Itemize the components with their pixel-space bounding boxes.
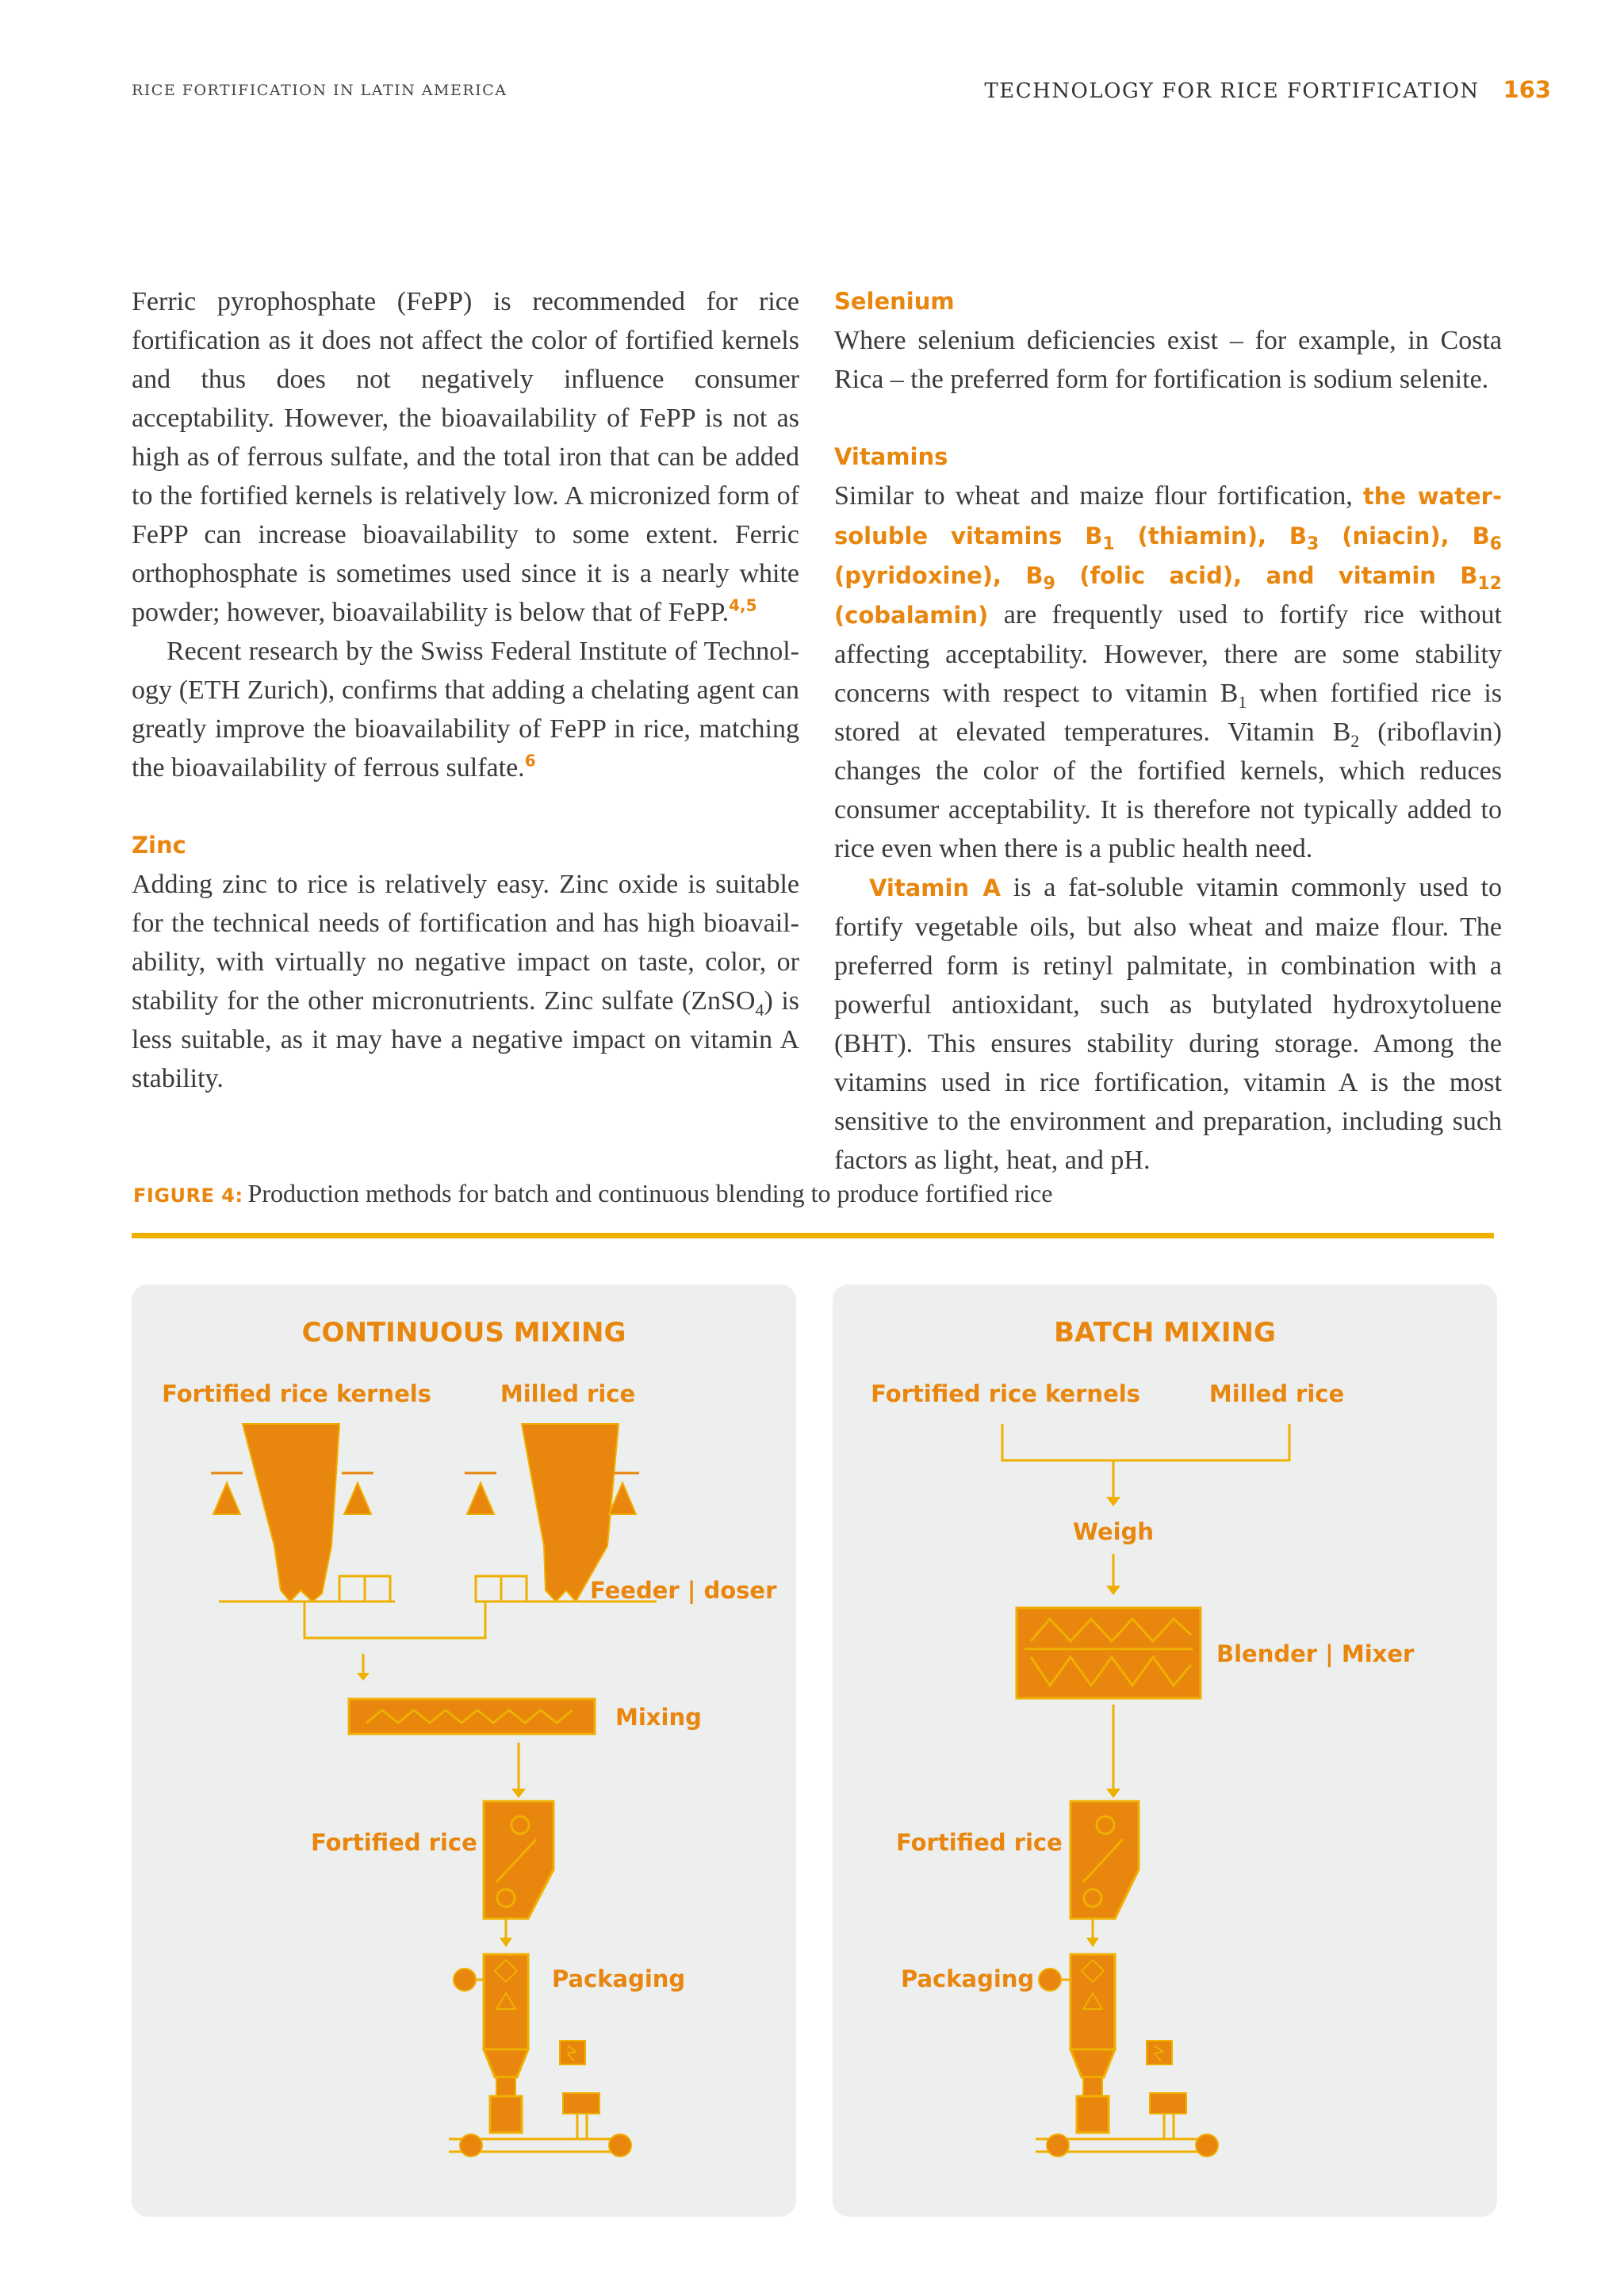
vit-sub-b2: 2: [1350, 730, 1360, 751]
continuous-mixing-diagram: [132, 1284, 796, 2217]
page-number: 163: [1503, 76, 1551, 103]
arrow-to-blender-icon: [1106, 1554, 1120, 1595]
batch-input-milled-rice: Milled rice: [1208, 1380, 1345, 1407]
running-head-left: RICE FORTIFICATION IN LATIN AMERICA: [132, 82, 508, 99]
paragraph-eth-text: Recent research by the Swiss Federal Institute of Technology (ETH Zurich), confirms that adding a chelating agent can greatly improve the bioavailability of FePP in rice, matching the bioavailability of ferrous sulfate.: [132, 637, 799, 783]
running-head-right: [984, 76, 1551, 103]
fortified-rice-label: Fortified rice: [311, 1829, 477, 1856]
paragraph-vitamins: [834, 476, 1502, 868]
blender-mixer-label: Blender | Mixer: [1216, 1640, 1415, 1667]
left-column: [132, 282, 799, 1098]
vitamin-a-text: is a fat-soluble vitamin commonly used to fortify vegetable oils, but also wheat and maize flour. The preferred form is retinyl palmitate, in combination with a powerful antioxidant, such as butylated hydroxytoluene (BHT). This ensures stability during storage. Among the vitamins used in rice fortification, vitamin A is the most sensitive to the environment and preparation, including such factors as light, heat, and pH.: [834, 873, 1502, 1175]
batch-title: BATCH MIXING: [1054, 1317, 1276, 1349]
blender-mixer-icon: [1017, 1608, 1201, 1698]
heading-zinc: Zinc: [132, 832, 186, 859]
arrow-to-mixer-icon: [357, 1654, 370, 1681]
figure-label: FIGURE 4:: [133, 1184, 243, 1207]
batch-mixing-diagram: [833, 1284, 1497, 2217]
reference-6: 6: [524, 751, 536, 771]
continuous-title: CONTINUOUS MIXING: [301, 1317, 626, 1349]
zinc-text-b: ) is less suitable, as it may have a negative impact on vitamin A stability.: [132, 986, 799, 1093]
figure-rule: [132, 1233, 1494, 1238]
paragraph-zinc: [132, 865, 799, 1098]
vitamin-a-highlight: Vitamin A: [869, 874, 1001, 901]
heading-selenium: Selenium: [834, 288, 955, 315]
batch-mixing-panel: [833, 1284, 1497, 2217]
zinc-subscript: 4: [755, 999, 764, 1020]
fortified-rice-label: Fortified rice: [896, 1829, 1063, 1856]
reference-4-5: 4,5: [729, 595, 757, 615]
arrow-to-packaging-icon: [1086, 1919, 1099, 1947]
vit-intro: Similar to wheat and maize flour fortification,: [834, 481, 1363, 511]
feeder-doser-label: Feeder | doser: [590, 1577, 777, 1604]
continuous-input-fortified-kernels: Fortified rice kernels: [162, 1380, 431, 1407]
paragraph-fepp: [132, 282, 799, 632]
fortified-rice-bin-icon: [484, 1801, 553, 1919]
arrow-to-packaging-icon: [500, 1919, 512, 1947]
figure-caption-text: Production methods for batch and continuous blending to produce fortified rice: [247, 1179, 1053, 1207]
input-bracket-icon: [1002, 1424, 1289, 1506]
fortified-rice-bin-icon: [1071, 1801, 1139, 1919]
packaging-label: Packaging: [901, 1965, 1035, 1992]
hopper-milled-rice-icon: [465, 1424, 639, 1601]
paragraph-eth: [132, 632, 799, 787]
paragraph-vitamin-a: [834, 868, 1502, 1180]
zinc-text-a: Adding zinc to rice is relatively easy. Zinc oxide is suitable for the technical needs of fortification and has high bioavailability, with virtually no negative impact on taste, color, or stability for the other micronutrients. Zinc sulfate (ZnSO: [132, 870, 799, 1016]
packaging-label: Packaging: [552, 1965, 686, 1992]
weigh-label: Weigh: [1073, 1518, 1154, 1545]
batch-input-fortified-kernels: Fortified rice kernels: [871, 1380, 1140, 1407]
vitamins-highlight: the water-soluble vitamins $B_1$ (thiamin), $B_3$ (niacin), $B_6$ (pyridoxine), $B_9$ (folic acid), and vitamin $B_{12}$ (cobalamin): [834, 483, 1502, 629]
arrow-to-fortified-rice-icon: [1106, 1705, 1120, 1798]
paragraph-fepp-text: Ferric pyrophosphate (FePP) is recommended for rice fortification as it does not affect the color of fortified kernels and thus does not negatively influence consumer acceptability. However, the bioavailability of FePP is not as high as of ferrous sulfate, and the total iron that can be added to the fortified kernels is relatively low. A micronized form of FePP can increase bioavailability to some extent. Ferric orthophosphate is sometimes used since it is a nearly white powder; however, bioavailability is below that of FePP.: [132, 287, 799, 627]
arrow-to-fortified-rice-icon: [511, 1743, 526, 1798]
running-head-title: TECHNOLOGY FOR RICE FORTIFICATION: [984, 79, 1480, 103]
paragraph-selenium: Where selenium deficiencies exist – for example, in Costa Rica – the preferred form for fortification is sodium selenite.: [834, 326, 1502, 394]
continuous-mixer-icon: [349, 1699, 595, 1734]
figure-caption: [133, 1179, 1052, 1208]
heading-vitamins: Vitamins: [834, 443, 948, 470]
right-column: [834, 282, 1502, 1180]
vit-text-c: (riboflavin) changes the color of the fortified kernels, which reduces consumer acceptability. It is therefore not typically added to rice even when there is a public health need.: [834, 718, 1502, 863]
mixing-label: Mixing: [615, 1704, 702, 1731]
vit-text-b: when fortified rice is stored at elevated temperatures. Vitamin B: [834, 679, 1502, 747]
vit-sub-b1: 1: [1238, 691, 1247, 712]
hopper-fortified-kernels-icon: [211, 1424, 373, 1601]
continuous-mixing-panel: [132, 1284, 796, 2217]
packaging-machine-icon: [1036, 1954, 1218, 2156]
continuous-input-milled-rice: Milled rice: [500, 1380, 636, 1407]
vit-text-a: are frequently used to fortify rice without affecting acceptability. However, there are some stability concerns with respect to vitamin B: [834, 600, 1502, 708]
